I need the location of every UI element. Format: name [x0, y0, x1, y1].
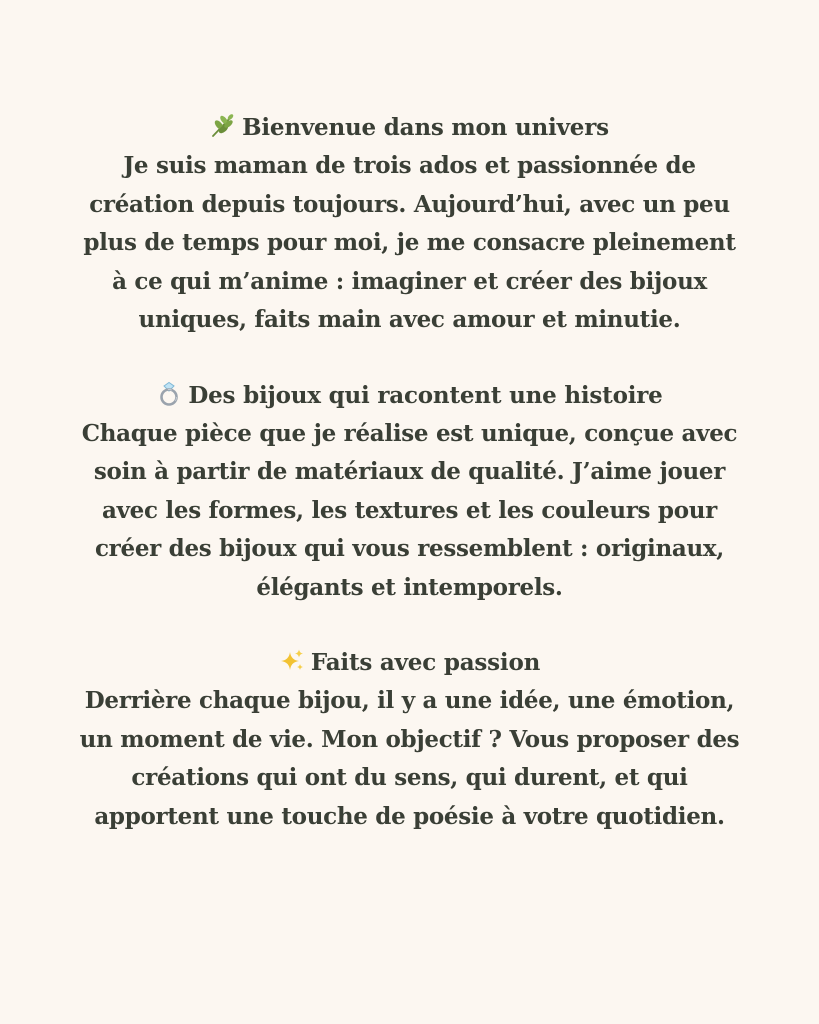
paragraph-line: Je suis maman de trois ados et passionnée de	[123, 152, 696, 179]
section-welcome	[70, 109, 750, 340]
paragraph-line: un moment de vie. Mon objectif ? Vous proposer des	[79, 725, 740, 753]
paragraph-line: créations qui ont du sens, qui durent, et qui	[131, 764, 688, 791]
section-heading-text: Des bijoux qui racontent une histoire	[188, 381, 663, 409]
paragraph-line: créer des bijoux qui vous ressemblent : originaux,	[94, 535, 725, 562]
section-passion	[70, 644, 750, 836]
section-heading	[70, 377, 750, 415]
paragraph-line: à ce qui m’anime : imaginer et créer des bijoux	[112, 267, 707, 295]
paragraph-line: Derrière chaque bijou, il y a une idée, une émotion,	[84, 687, 735, 714]
paragraph-line: élégants et intemporels.	[256, 573, 563, 601]
paragraph-line: Chaque pièce que je réalise est unique, conçue avec	[81, 419, 738, 447]
section-paragraph	[70, 682, 750, 836]
paragraph-line: avec les formes, les textures et les couleurs pour	[102, 496, 717, 524]
paragraph-line: soin à partir de matériaux de qualité. J’aime jouer	[93, 458, 726, 485]
herb-icon	[210, 113, 236, 139]
ring-icon	[156, 381, 182, 407]
section-jewelry	[70, 377, 750, 608]
paragraph-line: uniques, faits main avec amour et minutie.	[138, 306, 681, 333]
section-paragraph	[70, 147, 750, 340]
section-heading-text: Faits avec passion	[310, 649, 541, 676]
paragraph-line: apportent une touche de poésie à votre quotidien.	[94, 802, 725, 830]
section-heading-text: Bienvenue dans mon univers	[242, 114, 609, 141]
section-heading	[70, 109, 750, 147]
paragraph-line: plus de temps pour moi, je me consacre pleinement	[83, 229, 736, 256]
section-paragraph	[70, 415, 750, 608]
paragraph-line: création depuis toujours. Aujourd’hui, avec un peu	[89, 190, 730, 218]
section-heading	[70, 644, 750, 682]
sparkles-icon	[279, 648, 305, 674]
